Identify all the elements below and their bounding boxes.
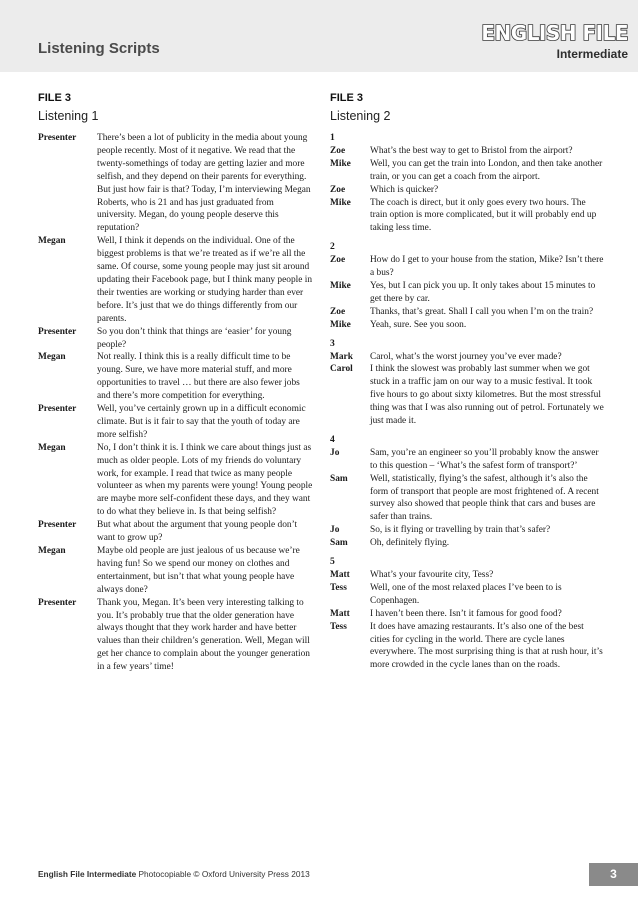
listening-label: Listening 2 — [330, 109, 391, 123]
line-text: Yes, but I can pick you up. It only takes about 15 minutes to get there by car. — [370, 280, 596, 304]
script-line — [330, 254, 605, 280]
speaker-name: Presenter — [38, 520, 77, 531]
line-text: It does have amazing restaurants. It’s also one of the best cities for cycling in the world. There are cycle lanes everywhere. The most surprising thing is that at rush hour, it’s more crowded in the cycle lanes than on the roads. — [370, 621, 603, 671]
script-line — [330, 447, 605, 473]
speaker-name: Matt — [330, 608, 350, 619]
script-line — [38, 351, 313, 403]
speaker-name: Mike — [330, 280, 351, 291]
line-text: Carol, what’s the worst journey you’ve ever made? — [370, 351, 562, 362]
page-number: 3 — [610, 867, 617, 881]
script-line — [330, 363, 605, 428]
script-line — [38, 442, 313, 519]
line-text: So, is it flying or travelling by train that’s safer? — [370, 525, 551, 536]
script-line — [38, 326, 313, 352]
line-text: I haven’t been there. Isn’t it famous for good food? — [370, 608, 562, 619]
brand-logo — [428, 21, 628, 65]
section-number: 3 — [330, 337, 335, 349]
line-text: Well, you’ve certainly grown up in a difficult economic climate. But is it fair to say that the youth of today are more selfish? — [97, 404, 306, 440]
line-text: I think the slowest was probably last summer when we got stuck in a traffic jam on our way to a music festival. It took five hours to go about sixty kilometres. But the most stressful thing was that I was also running out of petrol. Fortunately we just made it. — [370, 364, 604, 427]
section-title: Listening Scripts — [38, 40, 160, 57]
speaker-name: Jo — [330, 447, 340, 458]
line-text: There’s been a lot of publicity in the media about young people recently. Most of it negative. We read that the twenty-somethings of today are getting lazier and more selfish, and they depend on their parents for everything. But just how fair is that? Today, I’m interviewing Megan Roberts, who is 21 and has just graduated from university. Megan, do young people deserve this reputation? — [97, 133, 311, 234]
script-line — [38, 519, 313, 545]
line-text: Which is quicker? — [370, 184, 439, 195]
line-text: Thank you, Megan. It’s been very interesting talking to you. It’s probably true that the older generation have always thought that they work harder and have better values than their children’s generation. Well, Megan will get her chance to complain about the younger generation in a few years’ time! — [97, 597, 310, 673]
script-line — [38, 545, 313, 597]
speaker-name: Presenter — [38, 326, 77, 337]
speaker-name: Sam — [330, 538, 348, 549]
footer-copyright-text: Photocopiable © Oxford University Press 2013 — [136, 869, 310, 879]
speaker-name: Presenter — [38, 133, 77, 143]
right-column — [330, 92, 605, 678]
line-text: How do I get to your house from the station, Mike? Isn’t there a bus? — [370, 255, 604, 279]
script-line — [330, 621, 605, 673]
script-section — [330, 434, 605, 550]
speaker-name: Jo — [330, 525, 340, 536]
line-text: Well, one of the most relaxed places I’ve been to is Copenhagen. — [370, 582, 562, 606]
file-label: FILE 3 — [330, 92, 364, 104]
line-text: No, I don’t think it is. I think we care about things just as much as older people. Lots of my friends do voluntary work, for example. I read that twice as many people volunteer as when my parents were young! Young people are maybe more self-confident these days, and they want to do what they believe in. Is that being selfish? — [97, 442, 313, 518]
speaker-name: Zoe — [330, 255, 346, 266]
speaker-name: Zoe — [330, 184, 346, 195]
speaker-name: Mark — [330, 351, 353, 362]
line-text: Well, I think it depends on the individual. One of the biggest problems is that we’re treated as if we’re all the same. Of course, some young people may just sit around updating their Facebook page, but I think many people in their twenties are working or studying harder than ever before. It’s just that we do things differently from our parents. — [97, 236, 313, 324]
page-number-box — [589, 863, 638, 886]
line-text: So you don’t think that things are ‘easier’ for young people? — [97, 326, 292, 350]
script-line — [38, 235, 313, 325]
footer-copyright — [38, 869, 310, 879]
line-text: Oh, definitely flying. — [370, 538, 450, 549]
script-listening-1 — [38, 132, 313, 674]
line-text: Thanks, that’s great. Shall I call you when I’m on the train? — [370, 306, 594, 317]
script-section — [330, 241, 605, 331]
speaker-name: Megan — [38, 236, 66, 247]
line-text: What’s your favourite city, Tess? — [370, 570, 494, 580]
speaker-name: Matt — [330, 570, 350, 580]
page-header — [0, 0, 638, 72]
speaker-name: Zoe — [330, 145, 346, 156]
script-section — [330, 556, 605, 672]
listening-label: Listening 1 — [38, 109, 99, 123]
line-text: Not really. I think this is a really difficult time to be young. Sure, we have more material stuff, and more opportunities to travel … but there are also fewer jobs and there’s more competition for everything. — [97, 352, 300, 402]
script-section — [330, 132, 605, 235]
line-text: But what about the argument that young people don’t want to grow up? — [97, 520, 298, 544]
script-line — [330, 145, 605, 158]
speaker-name: Tess — [330, 582, 347, 593]
script-line — [330, 351, 605, 364]
script-line — [330, 524, 605, 537]
file-label: FILE 3 — [38, 92, 72, 104]
script-line — [330, 473, 605, 525]
line-text: Sam, you’re an engineer so you’ll probably know the answer to this question – ‘What’s the safest form of transport?’ — [370, 447, 599, 471]
script-line — [330, 158, 605, 184]
speaker-name: Presenter — [38, 597, 77, 608]
script-listening-2 — [330, 132, 605, 672]
script-line — [38, 597, 313, 674]
speaker-name: Megan — [38, 442, 66, 453]
brand-level: Intermediate — [556, 47, 628, 61]
script-line — [330, 608, 605, 621]
speaker-name: Carol — [330, 364, 353, 375]
section-number: 4 — [330, 433, 335, 445]
speaker-name: Mike — [330, 158, 351, 169]
script-line — [330, 306, 605, 319]
script-line — [330, 569, 605, 582]
section-number: 2 — [330, 241, 335, 253]
left-column — [38, 92, 313, 674]
section-number: 1 — [330, 132, 335, 143]
script-line — [330, 319, 605, 332]
script-line — [330, 582, 605, 608]
script-line — [38, 132, 313, 235]
footer-book-title: English File Intermediate — [38, 869, 137, 879]
line-text: Maybe old people are just jealous of us because we’re having fun! So we spend our money on clothes and entertainment, but isn’t that what young people have always done? — [97, 546, 300, 595]
speaker-name: Megan — [38, 352, 66, 363]
script-line — [38, 403, 313, 442]
brand-name: ENGLISH FILE — [481, 21, 628, 45]
script-section — [330, 338, 605, 428]
section-number: 5 — [330, 556, 335, 568]
script-line — [330, 280, 605, 306]
line-text: Well, statistically, flying’s the safest, although it’s also the form of transport that people are most frightened of. A recent survey also showed that people think that cars and buses are safer than trains. — [370, 473, 599, 523]
speaker-name: Megan — [38, 546, 66, 556]
line-text: Yeah, sure. See you soon. — [370, 319, 467, 330]
line-text: What’s the best way to get to Bristol from the airport? — [370, 145, 573, 156]
speaker-name: Mike — [330, 197, 351, 208]
script-line — [330, 537, 605, 550]
speaker-name: Tess — [330, 621, 347, 632]
script-line — [330, 197, 605, 236]
speaker-name: Mike — [330, 319, 351, 330]
speaker-name: Sam — [330, 473, 348, 484]
speaker-name: Zoe — [330, 306, 346, 317]
script-line — [330, 184, 605, 197]
line-text: Well, you can get the train into London, and then take another train, or you can get a coach from the airport. — [370, 158, 603, 182]
speaker-name: Presenter — [38, 404, 77, 415]
line-text: The coach is direct, but it only goes every two hours. The train option is more complicated, but it will probably end up taking less time. — [370, 197, 597, 234]
